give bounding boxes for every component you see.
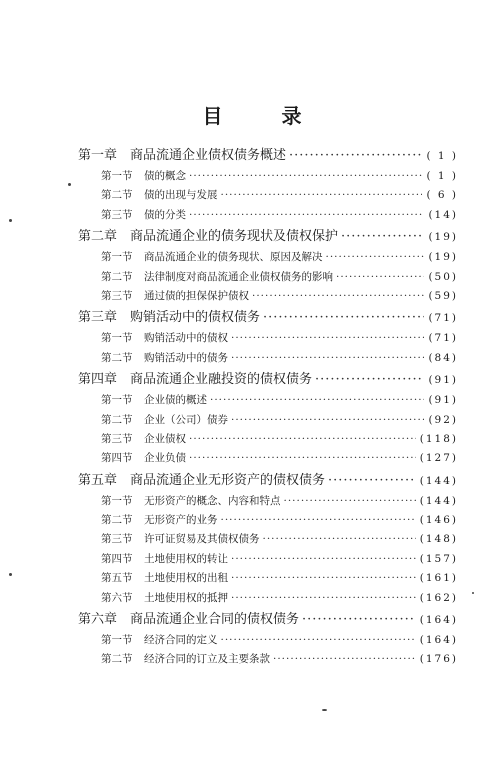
toc-section-row [78,569,458,588]
page-number: (19) [428,251,458,264]
dot-leader [231,569,416,588]
dot-leader [231,589,416,608]
toc-section-row [78,650,458,669]
chapter-title: 商品流通企业合同的债权债务 [130,612,300,628]
dot-leader [189,206,424,225]
table-of-contents [78,144,458,670]
section-title: 企业债的概述 [144,394,207,407]
page-number: ( 1 ) [426,150,458,162]
section-title: 土地使用权的出租 [144,572,228,585]
toc-chapter-row [78,225,458,248]
section-title: 经济合同的订立及主要条款 [144,653,270,666]
section-label: 第一节 [101,332,133,345]
section-label: 第一节 [101,394,133,407]
section-title: 通过债的担保保护债权 [144,289,249,302]
chapter-label: 第三章 [78,310,118,326]
toc-chapter-row [78,144,458,167]
section-title: 购销活动中的债务 [144,351,228,364]
page-number: (144) [419,494,458,507]
page-title: 目 录 [202,104,328,128]
scan-speck [9,573,12,576]
toc-section-row [78,206,458,225]
page-number: (157) [419,552,458,565]
toc-chapter-row [78,469,458,492]
dot-leader [231,349,424,368]
section-title: 企业（公司）债券 [144,413,228,426]
page-number: (144) [419,474,458,487]
dot-leader [221,511,416,530]
toc-section-row [78,411,458,430]
chapter-label: 第四章 [78,372,118,388]
section-label: 第二节 [101,270,133,283]
dot-leader [231,550,416,569]
section-title: 购销活动中的债权 [144,332,228,345]
dot-leader [326,248,425,267]
page-number: (162) [419,591,458,604]
section-label: 第二节 [101,351,133,364]
toc-chapter-row [78,608,458,631]
section-label: 第三节 [101,432,133,445]
section-label: 第一节 [101,494,133,507]
chapter-title: 购销活动中的债权债务 [130,310,261,326]
toc-section-row [78,511,458,530]
section-title: 土地使用权的抵押 [144,591,228,604]
section-title: 债的分类 [144,208,186,221]
toc-section-row [78,449,458,468]
section-label: 第五节 [101,572,133,585]
page-number: (91) [428,374,458,387]
page-number: (148) [419,533,458,546]
dot-leader [336,268,424,287]
toc-section-row [78,492,458,511]
toc-section-row [78,430,458,449]
section-label: 第二节 [101,653,133,666]
page-number: (59) [428,289,458,302]
page-number: (19) [428,231,458,244]
chapter-title: 商品流通企业无形资产的债权债务 [130,472,326,488]
page-number: ( 1 ) [426,170,458,182]
chapter-label: 第五章 [78,472,118,488]
section-title: 债的出现与发展 [144,189,218,202]
page-number: (71) [428,332,458,345]
toc-section-row [78,287,458,306]
section-title: 企业负债 [144,452,186,465]
dot-leader [263,530,416,549]
chapter-title: 商品流通企业融投资的债权债务 [130,372,313,388]
scan-speck [9,219,12,222]
dot-leader [328,469,416,492]
dot-leader [189,430,416,449]
toc-section-row [78,349,458,368]
page-number: (161) [419,572,458,585]
toc-chapter-row [78,368,458,391]
chapter-label: 第一章 [78,148,118,163]
section-label: 第二节 [101,514,133,527]
scan-speck [322,709,327,711]
section-label: 第六节 [101,591,133,604]
section-label: 第一节 [101,251,133,264]
dot-leader [189,449,416,468]
dot-leader [263,306,424,329]
dot-leader [231,329,424,348]
dot-leader [189,167,422,186]
toc-section-row [78,391,458,410]
toc-section-row [78,631,458,650]
dot-leader [252,287,424,306]
page-number: (14) [428,208,458,221]
dot-leader [221,186,423,205]
section-label: 第二节 [101,413,133,426]
dot-leader [273,650,416,669]
section-title: 无形资产的概念、内容和特点 [144,494,281,507]
toc-section-row [78,329,458,348]
dot-leader [210,391,424,410]
section-label: 第三节 [101,208,133,221]
dot-leader [302,608,416,631]
toc-section-row [78,186,458,205]
page-number: ( 6 ) [426,189,458,202]
chapter-label: 第二章 [78,229,118,245]
dot-leader [284,492,416,511]
chapter-title: 商品流通企业债权债务概述 [130,148,287,163]
dot-leader [289,144,422,167]
section-label: 第四节 [101,452,133,465]
dot-leader [221,631,416,650]
toc-section-row [78,167,458,186]
section-label: 第二节 [101,189,133,202]
toc-section-row [78,550,458,569]
section-title: 法律制度对商品流通企业债权债务的影响 [144,270,333,283]
section-title: 债的概念 [144,170,186,182]
toc-section-row [78,248,458,267]
page-number: (91) [428,394,458,407]
page-number: (146) [419,514,458,527]
page-number: (50) [428,270,458,283]
chapter-title: 商品流通企业的债务现状及债权保护 [130,229,339,245]
page-number: (164) [419,614,458,627]
scan-speck [472,592,474,594]
section-label: 第三节 [101,289,133,302]
section-title: 土地使用权的转让 [144,552,228,565]
section-title: 无形资产的业务 [144,514,218,527]
page-number: (176) [419,653,458,666]
chapter-label: 第六章 [78,612,118,628]
section-label: 第一节 [101,170,133,182]
dot-leader [315,368,424,391]
section-title: 企业债权 [144,432,186,445]
section-title: 许可证贸易及其债权债务 [144,533,260,546]
section-label: 第一节 [101,634,133,647]
section-label: 第四节 [101,552,133,565]
page-number: (92) [428,413,458,426]
page-number: (71) [428,312,458,325]
section-label: 第三节 [101,533,133,546]
page-number: (127) [419,452,458,465]
section-title: 经济合同的定义 [144,634,218,647]
section-title: 商品流通企业的债务现状、原因及解决 [144,251,323,264]
scan-speck [68,183,71,186]
dot-leader [231,411,424,430]
toc-section-row [78,589,458,608]
dot-leader [341,225,424,248]
toc-section-row [78,268,458,287]
toc-section-row [78,530,458,549]
page-number: (118) [419,432,458,445]
page-number: (164) [419,634,458,647]
toc-chapter-row [78,306,458,329]
page-number: (84) [428,351,458,364]
